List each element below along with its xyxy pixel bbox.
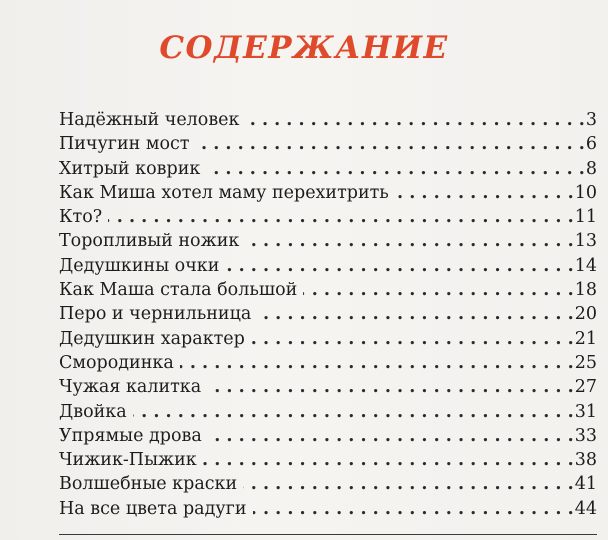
toc-entry-title: Чижик-Пыжик <box>59 450 197 471</box>
toc-dot-leader <box>203 450 574 470</box>
bottom-divider <box>59 534 597 535</box>
toc-dot-leader <box>180 353 574 373</box>
toc-entry-title: Перо и чернильница <box>59 304 252 325</box>
toc-dot-leader <box>303 280 573 300</box>
toc-entry <box>59 159 597 183</box>
toc-entry-page: 20 <box>574 304 597 325</box>
table-of-contents <box>59 110 597 523</box>
toc-entry-title: На все цвета радуги <box>59 498 247 519</box>
toc-entry-page: 27 <box>574 377 597 398</box>
toc-dot-leader <box>257 304 573 324</box>
toc-entry-title: Как Миша хотел маму перехитрить <box>59 182 389 203</box>
toc-entry-page: 33 <box>574 425 597 446</box>
toc-entry-title: Упрямые дрова <box>59 425 202 446</box>
toc-dot-leader <box>133 402 574 422</box>
toc-entry <box>59 329 597 353</box>
toc-entry <box>59 231 597 255</box>
toc-entry-page: 44 <box>574 498 597 519</box>
toc-entry <box>59 207 597 231</box>
toc-dot-leader <box>251 329 574 349</box>
toc-dot-leader <box>108 207 574 227</box>
toc-entry-page: 18 <box>574 280 597 301</box>
toc-entry <box>59 280 597 304</box>
toc-dot-leader <box>195 134 584 154</box>
toc-entry-page: 25 <box>574 352 597 373</box>
toc-dot-leader <box>243 474 574 494</box>
toc-dot-leader <box>245 110 584 130</box>
toc-entry-title: Кто? <box>59 207 103 228</box>
page-title: СОДЕРЖАНИЕ <box>159 30 449 66</box>
toc-entry-page: 8 <box>585 158 597 179</box>
toc-entry-title: Дедушкины очки <box>59 255 220 276</box>
toc-entry-page: 11 <box>574 207 597 228</box>
toc-entry <box>59 134 597 158</box>
toc-entry-page: 10 <box>574 182 597 203</box>
toc-entry <box>59 499 597 523</box>
toc-entry-page: 14 <box>574 255 597 276</box>
toc-dot-leader <box>208 426 574 446</box>
toc-dot-leader <box>395 183 574 203</box>
toc-dot-leader <box>225 256 573 276</box>
toc-entry-title: Хитрый коврик <box>59 158 201 179</box>
toc-entry-page: 3 <box>585 110 597 130</box>
toc-entry-title: Торопливый ножик <box>59 231 240 252</box>
toc-entry-title: Чужая калитка <box>59 377 202 398</box>
toc-entry <box>59 377 597 401</box>
toc-entry <box>59 474 597 498</box>
toc-dot-leader <box>206 159 585 179</box>
toc-entry-title: Надёжный человек <box>59 110 240 130</box>
toc-entry <box>59 450 597 474</box>
toc-entry-page: 41 <box>574 474 597 495</box>
toc-entry <box>59 256 597 280</box>
toc-entry <box>59 183 597 207</box>
toc-entry-title: Смородинка <box>59 352 174 373</box>
toc-entry-page: 6 <box>585 134 597 155</box>
toc-entry-title: Двойка <box>59 401 127 422</box>
toc-entry <box>59 304 597 328</box>
toc-entry <box>59 402 597 426</box>
toc-dot-leader <box>253 499 574 519</box>
toc-entry-title: Дедушкин характер <box>59 328 245 349</box>
toc-entry-page: 38 <box>574 450 597 471</box>
toc-dot-leader <box>245 231 573 251</box>
toc-entry-page: 31 <box>574 401 597 422</box>
toc-entry <box>59 110 597 134</box>
toc-entry <box>59 353 597 377</box>
toc-entry-title: Как Маша стала большой <box>59 280 298 301</box>
toc-entry-page: 21 <box>574 328 597 349</box>
toc-entry-page: 13 <box>574 231 597 252</box>
toc-entry-title: Волшебные краски <box>59 474 238 495</box>
toc-dot-leader <box>207 377 574 397</box>
toc-entry <box>59 426 597 450</box>
toc-entry-title: Пичугин мост <box>59 134 190 155</box>
